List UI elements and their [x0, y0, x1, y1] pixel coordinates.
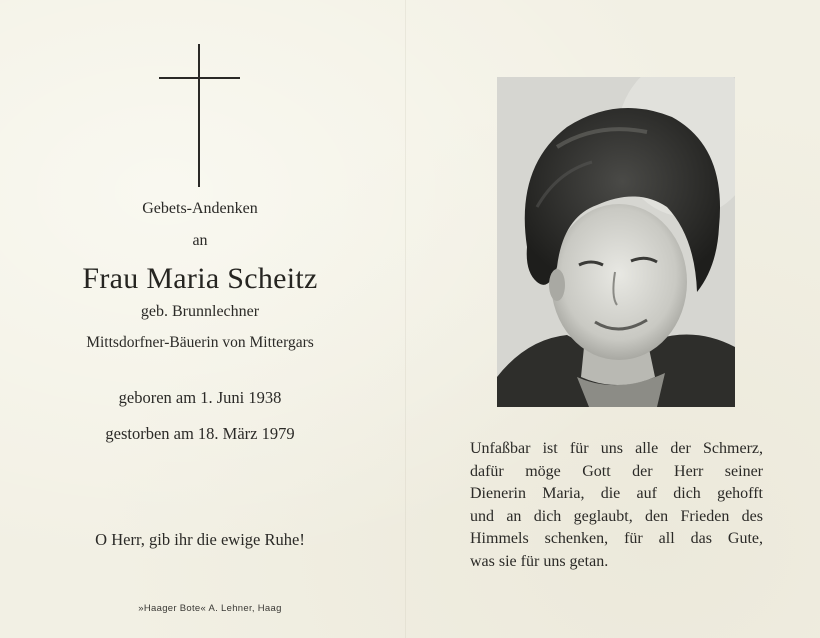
cross-horizontal-bar [159, 77, 240, 79]
verse-line: Unfaßbar ist für uns alle der Schmerz, [470, 440, 763, 457]
deceased-role: Mittsdorfner-Bäuerin von Mittergars [86, 334, 314, 351]
death-date: gestorben am 18. März 1979 [105, 424, 295, 443]
portrait-illustration [497, 77, 735, 407]
portrait-photo [497, 77, 735, 407]
card-an: an [192, 232, 208, 249]
verse-line: dafür möge Gott der Herr seiner [470, 462, 763, 480]
verse-line: Himmels schenken, für all das Gute, [470, 530, 763, 547]
prayer-line: O Herr, gib ihr die ewige Ruhe! [95, 530, 305, 549]
birth-date: geboren am 1. Juni 1938 [118, 388, 282, 407]
card-heading: Gebets-Andenken [142, 200, 258, 217]
memorial-verse [470, 438, 763, 573]
maiden-name: geb. Brunnlechner [140, 303, 260, 320]
deceased-name: Frau Maria Scheitz [82, 262, 318, 295]
printer-imprint: »Haager Bote« A. Lehner, Haag [138, 603, 282, 614]
verse-line: Dienerin Maria, die auf dich gehofft [470, 485, 763, 502]
verse-line: und an dich geglaubt, den Frieden des [470, 507, 763, 525]
cross-vertical-bar [198, 44, 200, 187]
verse-line: was sie für uns getan. [470, 552, 609, 570]
center-fold [405, 0, 406, 638]
